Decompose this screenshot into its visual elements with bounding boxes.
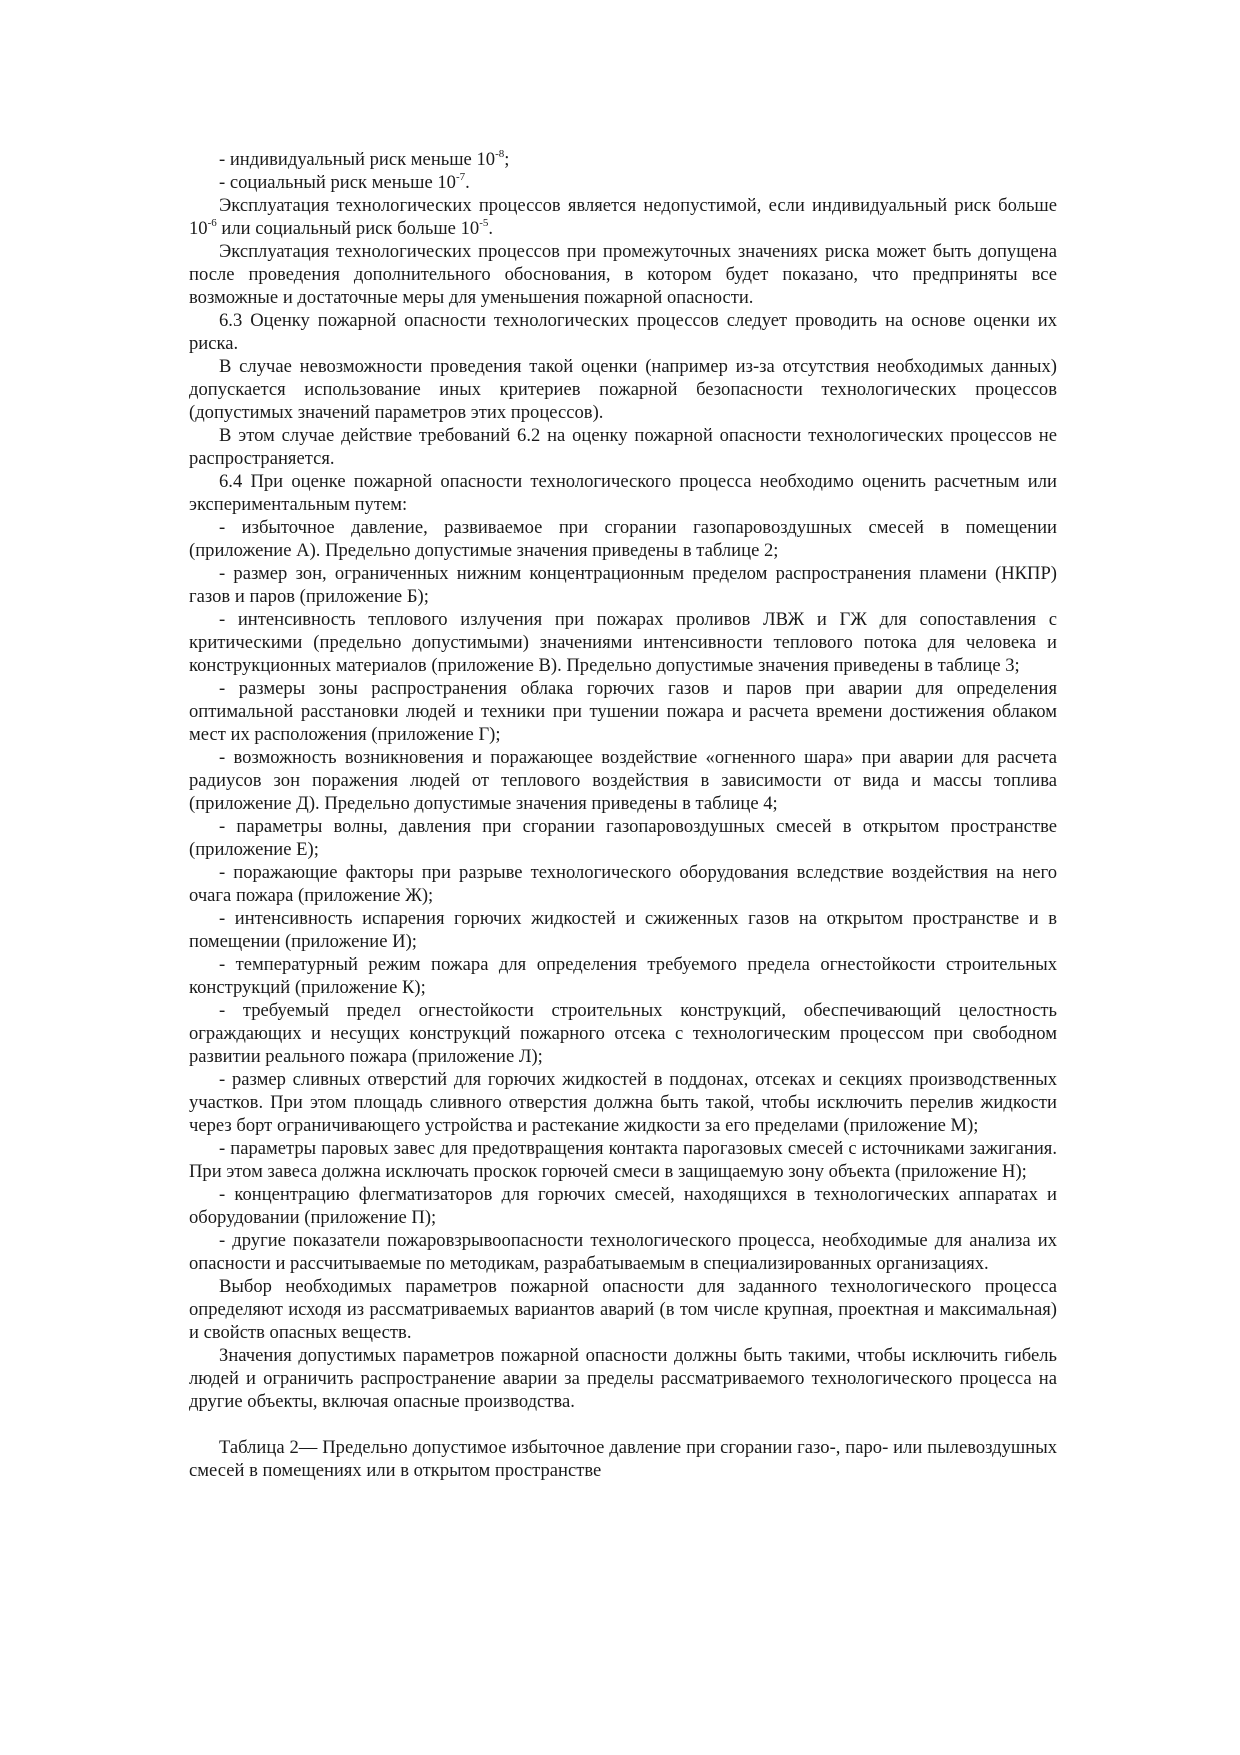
- list-item: - избыточное давление, развиваемое при сгорании газопаровоздушных смесей в помещении (приложение А). Предельно допустимые значения приведены в таблице 2;: [189, 517, 1057, 561]
- table-caption: Таблица 2— Предельно допустимое избыточное давление при сгорании газо-, паро- или пылевоздушных смесей в помещениях или в открытом пространстве: [189, 1437, 1057, 1481]
- paragraph-unacceptable: Эксплуатация технологических процессов является недопустимой, если индивидуальный риск больше $10^{-6}$ или социальный риск больше $10^{-5}$.: [189, 195, 1057, 239]
- list-item: - интенсивность теплового излучения при пожарах проливов ЛВЖ и ГЖ для сопоставления с критическими (предельно допустимыми) значениями интенсивности теплового потока для человека и конструкционных материалов (приложение В). Предельно допустимые значения приведены в таблице 3;: [189, 609, 1057, 676]
- list-item: - интенсивность испарения горючих жидкостей и сжиженных газов на открытом пространстве и в помещении (приложение И);: [189, 908, 1057, 952]
- paragraph: Значения допустимых параметров пожарной опасности должны быть такими, чтобы исключить гибель людей и ограничить распространение аварии за пределы рассматриваемого технологического процесса на другие объекты, включая опасные производства.: [189, 1345, 1057, 1412]
- list-item: - другие показатели пожаровзрывоопасности технологического процесса, необходимые для анализа их опасности и рассчитываемые по методикам, разрабатываемым в специализированных организациях.: [189, 1230, 1057, 1274]
- list-item: - требуемый предел огнестойкости строительных конструкций, обеспечивающий целостность ограждающих и несущих конструкций пожарного отсека с технологическим процессом при свободном развитии реального пожара (приложение Л);: [189, 1000, 1057, 1067]
- list-item: - поражающие факторы при разрыве технологического оборудования вследствие воздействия на него очага пожара (приложение Ж);: [189, 862, 1057, 906]
- list-item: - концентрацию флегматизаторов для горючих смесей, находящихся в технологических аппаратах и оборудовании (приложение П);: [189, 1184, 1057, 1228]
- paragraph-section-6-4: 6.4 При оценке пожарной опасности технологического процесса необходимо оценить расчетным или экспериментальным путем:: [189, 471, 1057, 515]
- paragraph: В случае невозможности проведения такой оценки (например из-за отсутствия необходимых данных) допускается использование иных критериев пожарной безопасности технологических процессов (допустимых значений параметров этих процессов).: [189, 356, 1057, 423]
- list-item: - возможность возникновения и поражающее воздействие «огненного шара» при аварии для расчета радиусов зон поражения людей от теплового воздействия в зависимости от вида и массы топлива (приложение Д). Предельно допустимые значения приведены в таблице 4;: [189, 747, 1057, 814]
- list-item: - параметры паровых завес для предотвращения контакта парогазовых смесей с источниками зажигания. При этом завеса должна исключать проскок горючей смеси в защищаемую зону объекта (приложение Н);: [189, 1138, 1057, 1182]
- list-item: - размер сливных отверстий для горючих жидкостей в поддонах, отсеках и секциях производственных участков. При этом площадь сливного отверстия должна быть такой, чтобы исключить перелив жидкости через борт ограничивающего устройства и растекание жидкости за его пределами (приложение М);: [189, 1069, 1057, 1136]
- list-item: - температурный режим пожара для определения требуемого предела огнестойкости строительных конструкций (приложение К);: [189, 954, 1057, 998]
- list-item: - размеры зоны распространения облака горючих газов и паров при аварии для определения оптимальной расстановки людей и техники при тушении пожара и расчета времени достижения облаком мест их расположения (приложение Г);: [189, 678, 1057, 745]
- list-item: - размер зон, ограниченных нижним концентрационным пределом распространения пламени (НКПР) газов и паров (приложение Б);: [189, 563, 1057, 607]
- paragraph-risk-social: - социальный риск меньше $10^{-7}$.: [219, 171, 470, 193]
- paragraph: Эксплуатация технологических процессов при промежуточных значениях риска может быть допущена после проведения дополнительного обоснования, в котором будет показано, что предприняты все возможные и достаточные меры для уменьшения пожарной опасности.: [189, 241, 1057, 308]
- paragraph-risk-individual: - индивидуальный риск меньше $10^{-8}$;: [219, 148, 510, 170]
- document-page: [189, 148, 1057, 1482]
- paragraph-section-6-3: 6.3 Оценку пожарной опасности технологических процессов следует проводить на основе оценки их риска.: [189, 310, 1057, 354]
- paragraph: Выбор необходимых параметров пожарной опасности для заданного технологического процесса определяют исходя из рассматриваемых вариантов аварий (в том числе крупная, проектная и максимальная) и свойств опасных веществ.: [189, 1276, 1057, 1343]
- list-item: - параметры волны, давления при сгорании газопаровоздушных смесей в открытом пространстве (приложение Е);: [189, 816, 1057, 860]
- paragraph: В этом случае действие требований 6.2 на оценку пожарной опасности технологических процессов не распространяется.: [189, 425, 1057, 469]
